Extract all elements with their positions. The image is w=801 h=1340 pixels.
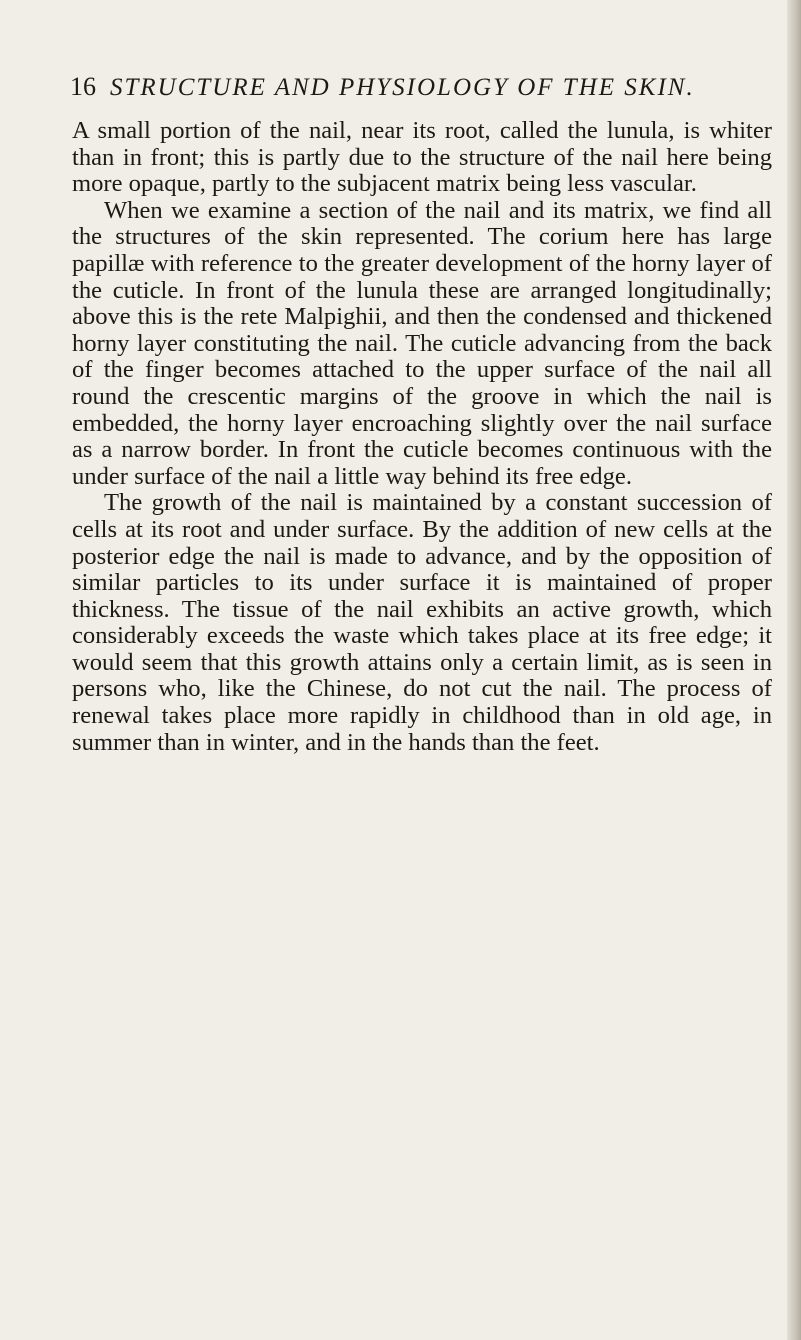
paragraph-lunula: A small portion of the nail, near its root, called the lunula, is whiter than in front; this is partly due to the structure of the nail here being more opaque, partly to the subjacent matrix being less vascular.: [72, 117, 772, 198]
page-header: [70, 72, 770, 112]
page-number: 16: [70, 72, 96, 101]
paragraph-nail-growth: The growth of the nail is maintained by a constant succession of cells at its root and under surface. By the addition of new cells at the posterior edge the nail is made to advance, and by the opposition of similar particles to its under surface it is maintained of proper thickness. The tissue of the nail exhibits an active growth, which considerably exceeds the waste which takes place at its free edge; it would seem that this growth attains only a certain limit, as is seen in persons who, like the Chinese, do not cut the nail. The process of renewal takes place more rapidly in childhood than in old age, in summer than in winter, and in the hands than the feet.: [72, 489, 772, 756]
paragraph-nail-section: When we examine a section of the nail and its matrix, we find all the structures of the skin represented. The corium here has large papillæ with reference to the greater development of the horny layer of the cuticle. In front of the lunula these are arranged longitudinally; above this is the rete Malpighii, and then the condensed and thickened horny layer constituting the nail. The cuticle advancing from the back of the finger becomes attached to the upper surface of the nail all round the crescentic margins of the groove in which the nail is embedded, the horny layer encroaching slightly over the nail surface as a narrow border. In front the cuticle becomes continuous with the under surface of the nail a little way behind its free edge.: [72, 196, 772, 490]
body-text: [72, 118, 772, 756]
running-head: STRUCTURE AND PHYSIOLOGY OF THE SKIN.: [110, 74, 695, 101]
page-edge-shadow: [787, 0, 801, 1340]
